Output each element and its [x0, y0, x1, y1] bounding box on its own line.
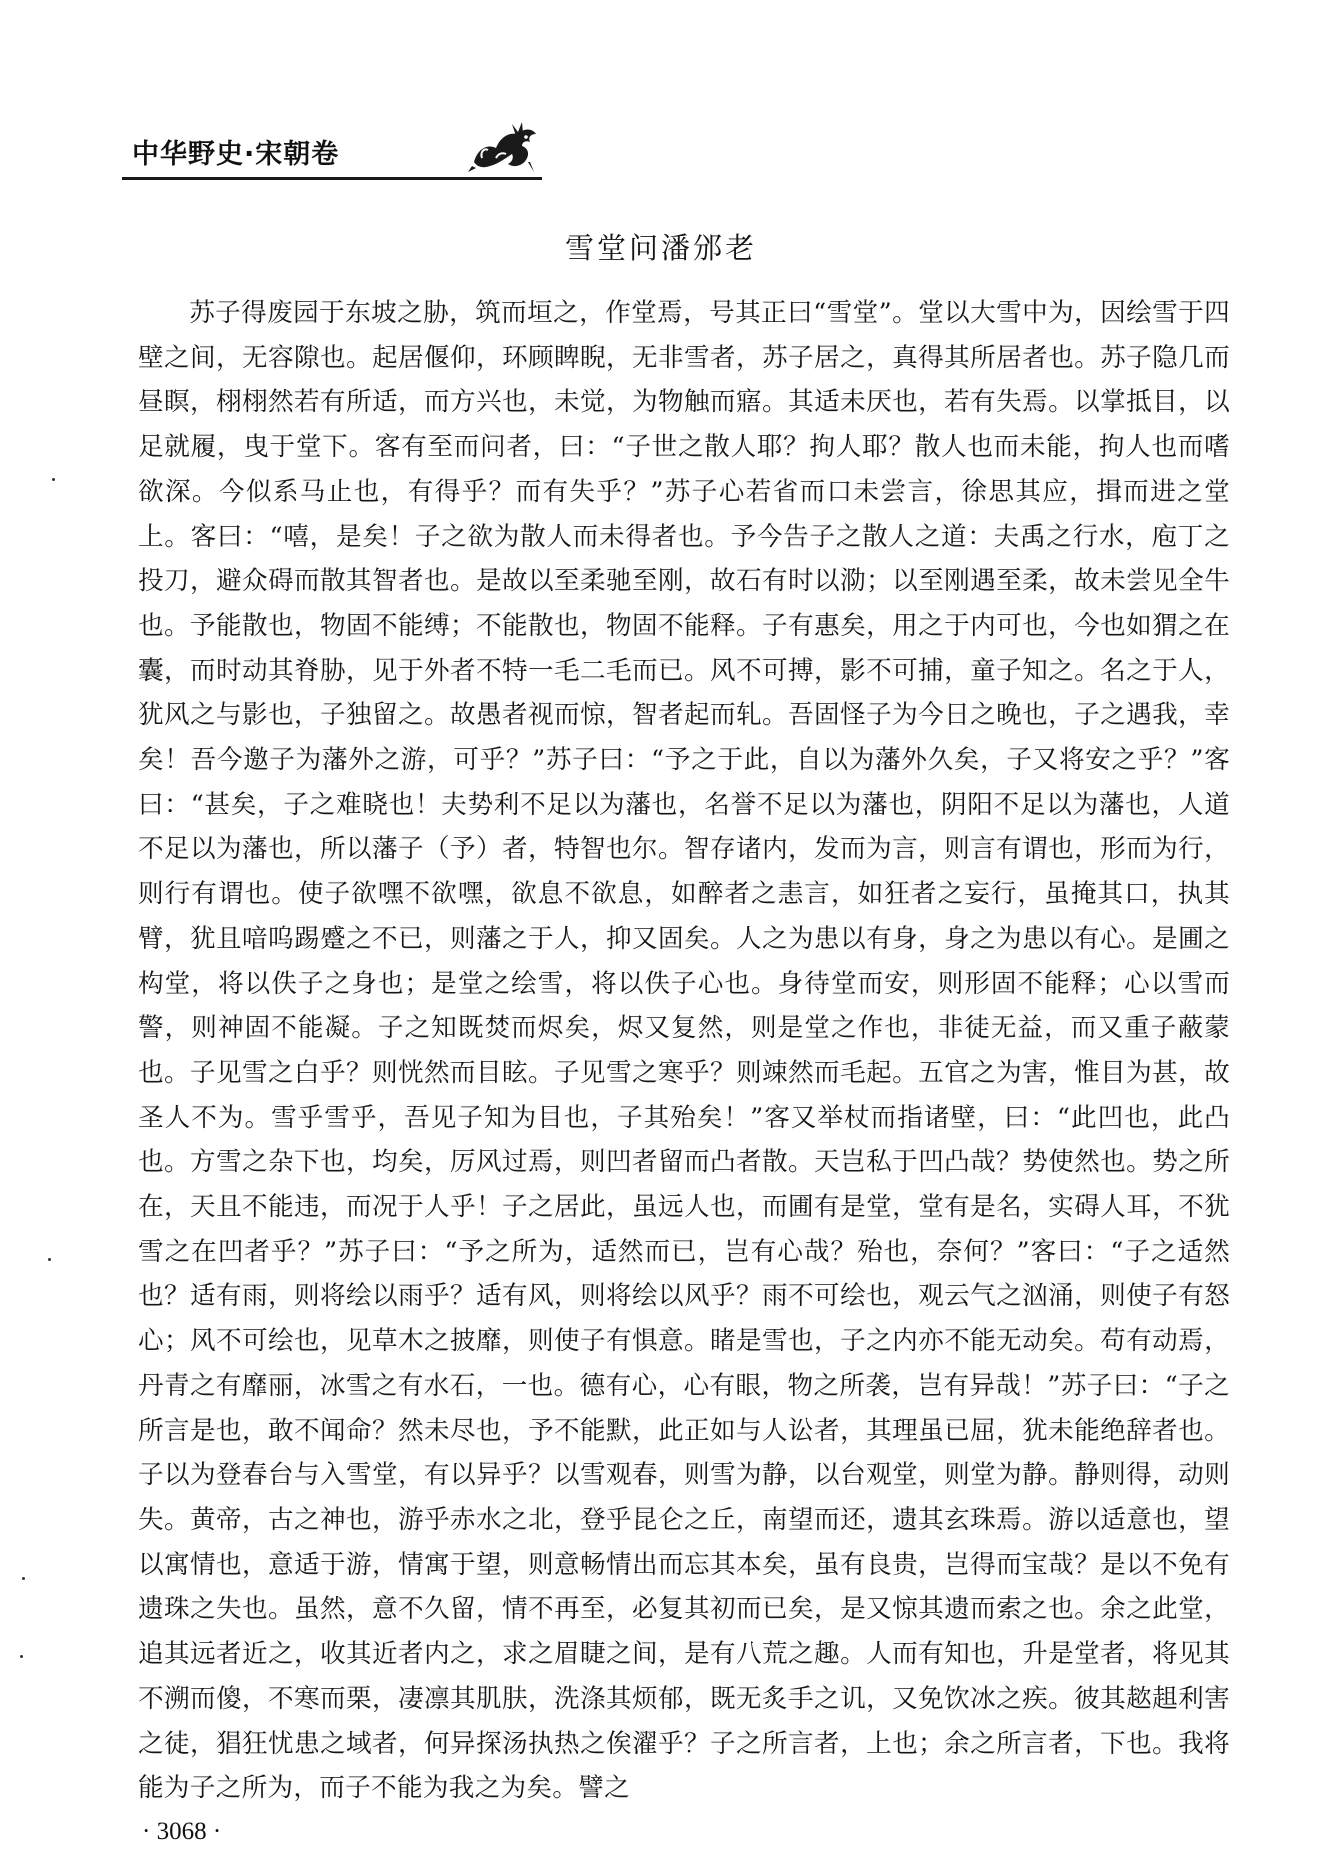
- dragon-icon: [468, 118, 540, 174]
- article-title: 雪堂问潘邠老: [564, 231, 757, 265]
- article-body: 苏子得废园于东坡之胁，筑而垣之，作堂焉，号其正曰“雪堂”。堂以大雪中为，因绘雪于四壁之间，无容隙也。起居偃仰，环顾睥睨，无非雪者，苏子居之，真得其所居者也。苏子隐几而昼瞑，栩栩然若有所适，而方兴也，未觉，为物触而寤。其适未厌也，若有失焉。以掌抵目，以足就履，曳于堂下。客有至而问者，曰：“子世之散人耶？拘人耶？散人也而未能，拘人也而嗜欲深。今似系马止也，有得乎？而有失乎？”苏子心若省而口未尝言，徐思其应，揖而进之堂上。客曰：“嘻，是矣！子之欲为散人而未得者也。予今告子之散人之道：夫禹之行水，庖丁之投刀，避众碍而散其智者也。是故以至柔驰至刚，故石有时以泐；以至刚遇至柔，故未尝见全牛也。予能散也，物固不能缚；不能散也，物固不能释。子有惠矣，用之于内可也，今也如猬之在囊，而时动其脊胁，见于外者不特一毛二毛而已。风不可搏，影不可捕，童子知之。名之于人，犹风之与影也，子独留之。故愚者视而惊，智者起而轧。吾固怪子为今日之晚也，子之遇我，幸矣！吾今邀子为藩外之游，可乎？”苏子曰：“予之于此，自以为藩外久矣，子又将安之乎？”客曰：“甚矣，子之难晓也！夫势利不足以为藩也，名誉不足以为藩也，阴阳不足以为藩也，人道不足以为藩也，所以藩子（予）者，特智也尔。智存诸内，发而为言，则言有谓也，形而为行，则行有谓也。使子欲嘿不欲嘿，欲息不欲息，如醉者之恚言，如狂者之妄行，虽掩其口，执其臂，犹且喑呜踢蹙之不已，则藩之于人，抑又固矣。人之为患以有身，身之为患以有心。是圃之构堂，将以佚子之身也；是堂之绘雪，将以佚子心也。身待堂而安，则形固不能释；心以雪而警，则神固不能凝。子之知既焚而烬矣，烬又复然，则是堂之作也，非徒无益，而又重子蔽蒙也。子见雪之白乎？则恍然而目眩。子见雪之寒乎？则竦然而毛起。五官之为害，惟目为甚，故圣人不为。雪乎雪乎，吾见子知为目也，子其殆矣！”客又举杖而指诸壁，曰：“此凹也，此凸也。方雪之杂下也，均矣，厉风过焉，则凹者留而凸者散。天岂私于凹凸哉？势使然也。势之所在，天且不能违，而况于人乎！子之居此，虽远人也，而圃有是堂，堂有是名，实碍人耳，不犹雪之在凹者乎？”苏子曰：“予之所为，适然而已，岂有心哉？殆也，奈何？”客曰：“子之适然也？适有雨，则将绘以雨乎？适有风，则将绘以风乎？雨不可绘也，观云气之汹涌，则使子有怒心；风不可绘也，见草木之披靡，则使子有惧意。睹是雪也，子之内亦不能无动矣。苟有动焉，丹青之有靡丽，冰雪之有水石，一也。德有心，心有眼，物之所袭，岂有异哉！”苏子曰：“子之所言是也，敢不闻命？然未尽也，予不能默，此正如与人讼者，其理虽已屈，犹未能绝辞者也。子以为登春台与入雪堂，有以异乎？以雪观春，则雪为静，以台观堂，则堂为静。静则得，动则失。黄帝，古之神也，游乎赤水之北，登乎昆仑之丘，南望而还，遗其玄珠焉。游以适意也，望以寓情也，意适于游，情寓于望，则意畅情出而忘其本矣，虽有良贵，岂得而宝哉？是以不免有遗珠之失也。虽然，意不久留，情不再至，必复其初而已矣，是又惊其遗而索之也。余之此堂，追其远者近之，收其近者内之，求之眉睫之间，是有八荒之趣。人而有知也，升是堂者，将见其不溯而傻，不寒而栗，凄凛其肌肤，洗涤其烦郁，既无炙手之讥，又免饮冰之疾。彼其趑趄利害之徒，猖狂忧患之域者，何异探汤执热之俟濯乎？子之所言者，上也；余之所言者，下也。我将能为子之所为，而子不能为我之为矣。譬之: [138, 298, 1230, 1804]
- page-number: · 3068 ·: [142, 1818, 222, 1845]
- book-title: 中华野史·宋朝卷: [132, 139, 340, 170]
- scan-speck: [22, 1577, 25, 1580]
- scan-speck: [48, 1258, 51, 1261]
- header-rule: [122, 177, 542, 180]
- running-header: [128, 118, 548, 180]
- scan-speck: [52, 478, 55, 481]
- scan-speck: [20, 1655, 23, 1658]
